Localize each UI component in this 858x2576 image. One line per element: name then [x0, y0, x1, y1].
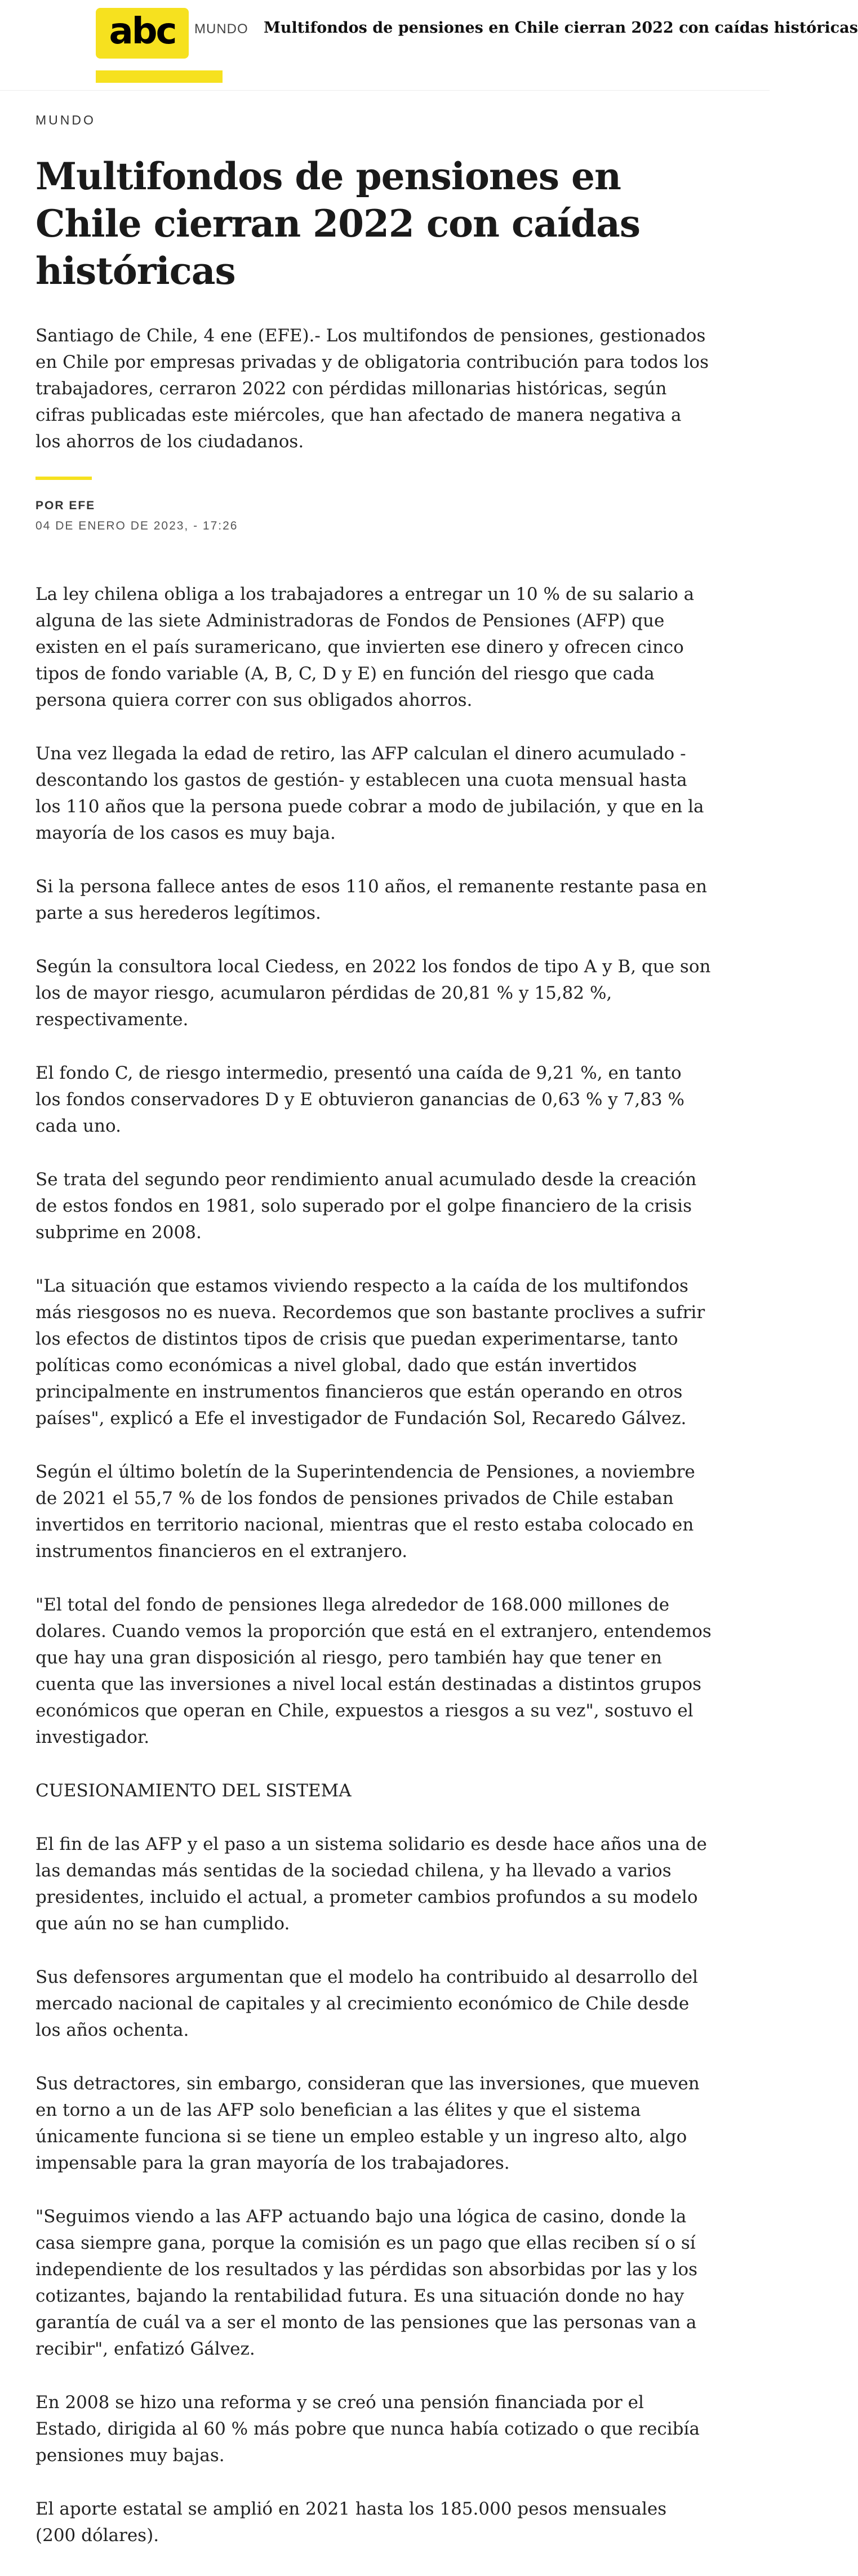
article-date: 04 DE ENERO DE 2023, - 17:26 — [35, 519, 238, 532]
site-logo[interactable] — [90, 0, 225, 83]
byline-divider — [35, 477, 92, 480]
logo-text[interactable]: abc — [109, 11, 176, 52]
article-paragraph: Sus defensores argumentan que el modelo ha contribuido al desarrollo del mercado nacional de capitales y al crecimiento económico de Chile desde los años ochenta. — [35, 1967, 698, 2040]
logo-box[interactable] — [96, 8, 189, 59]
article-section[interactable]: MUNDO — [35, 113, 96, 127]
article-body — [35, 581, 712, 2549]
article-paragraph: Según el último boletín de la Superintendencia de Pensiones, a noviembre de 2021 el 55,7 % de los fondos de pensiones privados de Chile estaban invertidos en territorio nacional, mientras que el resto estaba colocado en instrumentos financieros en el extranjero. — [35, 1462, 695, 1561]
article-paragraph: "La situación que estamos viviendo respecto a la caída de los multifondos más riesgosos no es nueva. Recordemos que son bastante proclives a sufrir los efectos de distintos tipos de crisis que puedan experimentarse, tanto políticas como económicas a nivel global, dado que están invertidos principalmente en instrumentos financieros que están operando en otros países", explicó a Efe el investigador de Fundación Sol, Recaredo Gálvez. — [35, 1276, 705, 1429]
article-paragraph: La ley chilena obliga a los trabajadores a entregar un 10 % de su salario a alguna de las siete Administradoras de Fondos de Pensiones (AFP) que existen en el país suramericano, que invierten ese dinero y ofrecen cinco tipos de fondo variable (A, B, C, D y E) en función del riesgo que cada persona quiera correr con sus obligados ahorros. — [35, 584, 695, 710]
article-paragraph: El aporte estatal se amplió en 2021 hasta los 185.000 pesos mensuales (200 dólares). — [35, 2499, 667, 2546]
article-paragraph: Sus detractores, sin embargo, consideran que las inversiones, que mueven en torno a un de las AFP solo benefician a las élites y que el sistema únicamente funciona si se tiene un empleo estable y un ingreso alto, algo impensable para la gran mayoría de los trabajadores. — [35, 2074, 700, 2173]
article-paragraph: El fondo C, de riesgo intermedio, presentó una caída de 9,21 %, en tanto los fondos conservadores D y E obtuvieron ganancias de 0,63 % y 7,83 % cada uno. — [35, 1063, 684, 1136]
article-lead: Santiago de Chile, 4 ene (EFE).- Los multifondos de pensiones, gestionados en Chile por empresas privadas y de obligatoria contribución para todos los trabajadores, cerraron 2022 con pérdidas millonarias históricas, según cifras publicadas este miércoles, que han afectado de manera negativa a los ahorros de los ciudadanos. — [35, 326, 709, 452]
article-paragraph: "El total del fondo de pensiones llega alrededor de 168.000 millones de dolares. Cuando vemos la proporción que está en el extranjero, entendemos que hay una gran disposición al riesgo, pero también hay que tener en cuenta que las inversiones a nivel local están destinadas a distintos grupos económicos que operan en Chile, expuestos a riesgos a su vez", sostuvo el investigador. — [35, 1595, 712, 1747]
site-header — [0, 0, 858, 91]
header-article-title: Multifondos de pensiones en Chile cierran 2022 con caídas históricas — [264, 19, 858, 37]
article — [35, 113, 712, 2576]
article-byline[interactable]: POR EFE — [35, 499, 96, 512]
article-paragraph: Si la persona fallece antes de esos 110 años, el remanente restante pasa en parte a sus herederos legítimos. — [35, 877, 707, 923]
logo-underline — [96, 70, 223, 83]
article-paragraph: "Seguimos viendo a las AFP actuando bajo una lógica de casino, donde la casa siempre gana, porque la comisión es un pago que ellas reciben sí o sí independiente de los resultados y las pérdidas son absorbidas por las y los cotizantes, bajando la rentabilidad futura. Es una situación donde no hay garantía de cuál va a ser el monto de las pensiones que las personas van a recibir", enfatizó Gálvez. — [35, 2206, 698, 2359]
article-headline: Multifondos de pensiones en Chile cierran 2022 con caídas históricas — [35, 154, 641, 293]
article-subheading: CUESIONAMIENTO DEL SISTEMA — [35, 1781, 352, 1801]
article-paragraph: Se trata del segundo peor rendimiento anual acumulado desde la creación de estos fondos en 1981, solo superado por el golpe financiero de la crisis subprime en 2008. — [35, 1169, 697, 1243]
header-section-link[interactable]: MUNDO — [194, 21, 248, 37]
article-paragraph: El fin de las AFP y el paso a un sistema solidario es desde hace años una de las demandas más sentidas de la sociedad chilena, y ha llevado a varios presidentes, incluido el actual, a prometer cambios profundos a su modelo que aún no se han cumplido. — [35, 1834, 707, 1934]
article-paragraph: En 2008 se hizo una reforma y se creó una pensión financiada por el Estado, dirigida al 60 % más pobre que nunca había cotizado o que recibía pensiones muy bajas. — [35, 2392, 700, 2466]
article-paragraph: Una vez llegada la edad de retiro, las AFP calculan el dinero acumulado - descontando los gastos de gestión- y establecen una cuota mensual hasta los 110 años que la persona puede cobrar a modo de jubilación, y que en la mayoría de los casos es muy baja. — [35, 744, 704, 843]
article-paragraph: Según la consultora local Ciedess, en 2022 los fondos de tipo A y B, que son los de mayor riesgo, acumularon pérdidas de 20,81 % y 15,82 %, respectivamente. — [35, 956, 711, 1030]
